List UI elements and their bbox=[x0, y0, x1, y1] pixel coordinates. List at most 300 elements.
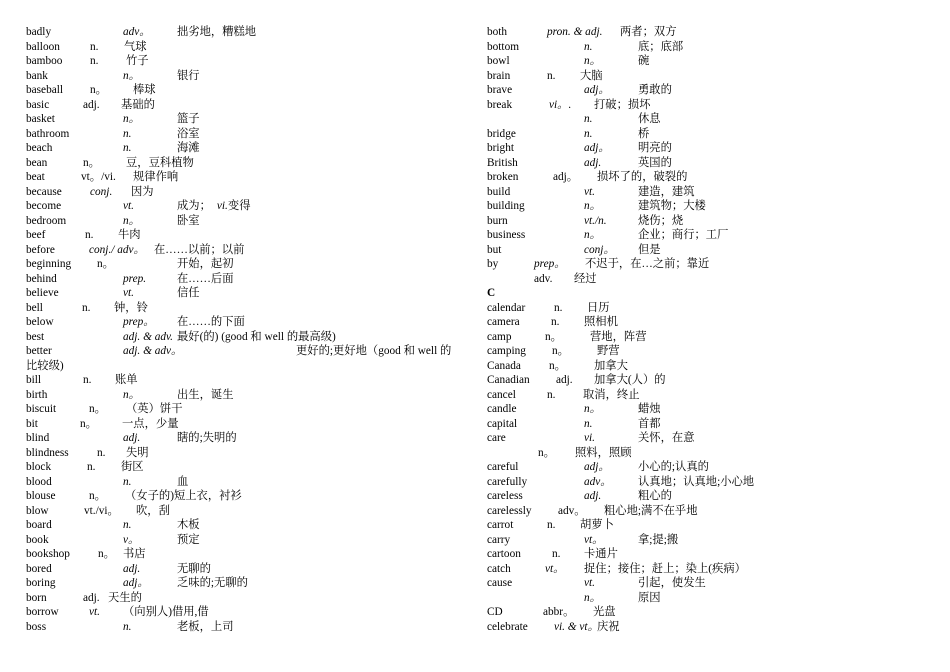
vocab-entry bbox=[26, 25, 466, 40]
vocab-entry bbox=[26, 518, 466, 533]
part-of-speech: prep。 bbox=[534, 258, 566, 270]
headword: bookshop bbox=[26, 548, 70, 560]
headword: business bbox=[487, 229, 526, 241]
vocab-entry bbox=[26, 272, 466, 287]
vocab-entry bbox=[487, 69, 927, 84]
part-of-speech: n. bbox=[123, 475, 132, 488]
vocab-entry bbox=[487, 199, 927, 214]
part-of-speech: vt./n. bbox=[584, 214, 607, 227]
meaning: 建筑物；大楼 bbox=[638, 200, 706, 212]
meaning: 取消，终止 bbox=[583, 388, 640, 401]
vocab-entry bbox=[487, 489, 927, 504]
headword: blindness bbox=[26, 446, 69, 459]
vocab-entry bbox=[487, 431, 927, 446]
vocab-entry bbox=[26, 127, 466, 142]
vocab-entry bbox=[487, 40, 927, 55]
meaning: 捉住；接住；赶上；染上(疾病） bbox=[584, 562, 746, 575]
meaning: 钟，铃 bbox=[114, 301, 148, 314]
meaning: 篮子 bbox=[177, 113, 200, 125]
part-of-speech: adj. bbox=[556, 374, 573, 386]
meaning: 银行 bbox=[177, 69, 200, 82]
vocab-entry bbox=[26, 620, 466, 635]
vocab-entry bbox=[487, 83, 927, 98]
headword: carry bbox=[487, 533, 511, 546]
headword: boring bbox=[26, 577, 56, 589]
headword: brave bbox=[487, 84, 513, 96]
meaning: 底；底部 bbox=[638, 40, 684, 53]
headword: bill bbox=[26, 374, 42, 386]
meaning: 蜡烛 bbox=[638, 403, 661, 415]
headword: beach bbox=[26, 142, 53, 154]
vocab-entry bbox=[26, 199, 466, 214]
headword: camera bbox=[487, 316, 520, 328]
part-of-speech: n。 bbox=[89, 403, 106, 415]
meaning: 天生的 bbox=[108, 591, 142, 604]
vocab-entry bbox=[487, 330, 927, 345]
headword: bright bbox=[487, 142, 514, 154]
meaning: 信任 bbox=[177, 287, 200, 299]
meaning: （英）饼干 bbox=[126, 403, 183, 415]
meaning: 勇敢的 bbox=[638, 84, 672, 96]
headword: carrot bbox=[487, 519, 514, 531]
meaning: 在……以前；以前 bbox=[154, 243, 245, 256]
meaning: 海滩 bbox=[177, 142, 200, 154]
headword: camping bbox=[487, 345, 526, 357]
vocab-entry bbox=[487, 475, 927, 490]
part-of-speech: vt。 bbox=[584, 533, 604, 546]
meaning: 烧伤；烧 bbox=[638, 214, 684, 227]
vocab-entry bbox=[26, 417, 466, 432]
headword: board bbox=[26, 519, 52, 531]
part-of-speech-secondary: vi. bbox=[216, 200, 228, 212]
part-of-speech: n。 bbox=[80, 417, 97, 430]
part-of-speech: n。 bbox=[584, 591, 601, 604]
headword: biscuit bbox=[26, 403, 57, 415]
headword: careful bbox=[487, 461, 519, 473]
part-of-speech: n。 bbox=[89, 490, 106, 502]
vocab-entry bbox=[487, 98, 927, 113]
meaning: 但是 bbox=[638, 243, 661, 256]
part-of-speech: n. bbox=[90, 40, 99, 53]
part-of-speech: adv。 bbox=[584, 475, 612, 488]
part-of-speech: n。 bbox=[90, 84, 107, 96]
meaning: 更好的;更好地（good 和 well 的 bbox=[296, 345, 452, 357]
part-of-speech: n. bbox=[547, 519, 556, 531]
headword: below bbox=[26, 316, 54, 328]
section-letter: C bbox=[487, 287, 496, 299]
part-of-speech: n. bbox=[547, 388, 556, 401]
vocab-entry bbox=[487, 402, 927, 417]
meaning: 不迟于，在…之前；靠近 bbox=[585, 258, 710, 270]
meaning: 出生，诞生 bbox=[177, 388, 234, 401]
headword: bridge bbox=[487, 127, 516, 140]
meaning: 粗心的 bbox=[638, 490, 672, 502]
meaning-continuation-text: 比较级) bbox=[26, 359, 64, 372]
part-of-speech: vi. bbox=[584, 432, 595, 444]
vocab-entry bbox=[26, 98, 466, 113]
headword: bottom bbox=[487, 40, 520, 53]
part-of-speech: conj. bbox=[90, 185, 113, 198]
part-of-speech: n。 bbox=[123, 388, 140, 401]
meaning: 桥 bbox=[638, 127, 650, 140]
meaning: 在……后面 bbox=[177, 272, 234, 285]
headword: bit bbox=[26, 417, 38, 430]
part-of-speech: adj。 bbox=[584, 142, 610, 154]
meaning: 开始，起初 bbox=[177, 258, 234, 270]
headword: before bbox=[26, 243, 55, 256]
meaning: 碗 bbox=[638, 55, 650, 67]
part-of-speech: vt. bbox=[89, 606, 100, 618]
meaning: 庆祝 bbox=[597, 620, 620, 633]
part-of-speech: adj. bbox=[83, 98, 100, 111]
part-of-speech: adv. bbox=[534, 272, 553, 285]
part-of-speech: vt. bbox=[584, 577, 595, 589]
meaning-group bbox=[177, 199, 251, 214]
vocab-entry bbox=[26, 214, 466, 229]
meaning: 建造，建筑 bbox=[638, 185, 695, 198]
meaning: 失明 bbox=[126, 446, 149, 459]
headword: building bbox=[487, 200, 525, 212]
part-of-speech: n。 bbox=[584, 403, 601, 415]
vocab-entry bbox=[487, 301, 927, 316]
headword: bean bbox=[26, 156, 48, 169]
part-of-speech: vt. bbox=[123, 200, 134, 212]
headword: candle bbox=[487, 403, 517, 415]
headword: camp bbox=[487, 330, 512, 343]
vocab-entry bbox=[26, 576, 466, 591]
headword: by bbox=[487, 258, 499, 270]
vocab-entry bbox=[26, 533, 466, 548]
vocab-entry bbox=[26, 141, 466, 156]
headword: because bbox=[26, 185, 62, 198]
part-of-speech: n. bbox=[90, 55, 99, 67]
part-of-speech: n. bbox=[584, 127, 593, 140]
part-of-speech: n. bbox=[584, 417, 593, 430]
part-of-speech: n。 bbox=[552, 345, 569, 357]
meaning: （向别人)借用,借 bbox=[123, 606, 209, 618]
headword: balloon bbox=[26, 40, 60, 53]
headword: Canada bbox=[487, 359, 521, 372]
vocab-entry bbox=[26, 489, 466, 504]
part-of-speech: n. bbox=[123, 127, 132, 140]
part-of-speech: n. bbox=[85, 229, 94, 241]
vocab-entry bbox=[26, 446, 466, 461]
meaning: 吹，刮 bbox=[136, 504, 170, 517]
part-of-speech: n. bbox=[97, 446, 106, 459]
headword: basic bbox=[26, 98, 50, 111]
meaning: 损坏了的，破裂的 bbox=[597, 171, 688, 183]
part-of-speech: n。 bbox=[97, 258, 114, 270]
meaning: （女子的)短上衣，衬衫 bbox=[125, 490, 242, 502]
part-of-speech: n. bbox=[123, 142, 132, 154]
meaning: 浴室 bbox=[177, 127, 200, 140]
meaning: 瞎的;失明的 bbox=[177, 432, 237, 444]
part-of-speech: vt。 bbox=[545, 562, 565, 575]
part-of-speech: n。 bbox=[123, 69, 140, 82]
meaning: 日历 bbox=[587, 301, 610, 314]
meaning: 光盘 bbox=[593, 606, 616, 618]
part-of-speech: n。 bbox=[98, 548, 115, 560]
part-of-speech: n. bbox=[584, 113, 593, 125]
meaning: 预定 bbox=[177, 533, 200, 546]
part-of-speech: adj. & adv. bbox=[123, 330, 173, 343]
vocab-entry bbox=[487, 620, 927, 635]
meaning: 首都 bbox=[638, 417, 661, 430]
headword: baseball bbox=[26, 84, 64, 96]
meaning: 企业；商行；工厂 bbox=[638, 229, 729, 241]
headword: break bbox=[487, 98, 513, 111]
vocab-entry bbox=[487, 446, 927, 461]
headword: cartoon bbox=[487, 548, 521, 560]
vocab-entry bbox=[487, 605, 927, 620]
headword: beat bbox=[26, 171, 45, 183]
meaning: 关怀，在意 bbox=[638, 432, 695, 444]
vocab-entry bbox=[487, 315, 927, 330]
headword: broken bbox=[487, 171, 519, 183]
headword: born bbox=[26, 591, 47, 604]
meaning: 成为； bbox=[177, 200, 211, 212]
vocab-entry bbox=[487, 344, 927, 359]
headword: book bbox=[26, 533, 49, 546]
vocab-entry bbox=[487, 54, 927, 69]
headword: Canadian bbox=[487, 374, 530, 386]
headword: cancel bbox=[487, 388, 516, 401]
meaning: 乏味的;无聊的 bbox=[177, 577, 248, 589]
part-of-speech: conj./ adv。 bbox=[89, 243, 145, 256]
vocab-entry bbox=[26, 40, 466, 55]
part-of-speech: vt. bbox=[584, 185, 595, 198]
meaning: 野营 bbox=[597, 345, 620, 357]
headword: badly bbox=[26, 26, 52, 38]
meaning: 竹子 bbox=[126, 55, 149, 67]
meaning: 休息 bbox=[638, 113, 661, 125]
meaning: 原因 bbox=[638, 591, 661, 604]
meaning: 木板 bbox=[177, 519, 200, 531]
vocab-entry bbox=[487, 228, 927, 243]
vocab-entry bbox=[487, 591, 927, 606]
part-of-speech: vi. & vt。 bbox=[554, 620, 599, 633]
vocab-entry bbox=[26, 69, 466, 84]
vocab-entry bbox=[26, 475, 466, 490]
part-of-speech: n。 bbox=[123, 214, 140, 227]
vocab-entry bbox=[487, 185, 927, 200]
vocab-entry bbox=[26, 243, 466, 258]
vocab-entry bbox=[487, 127, 927, 142]
headword: carelessly bbox=[487, 504, 532, 517]
part-of-speech: n。 bbox=[83, 156, 100, 169]
vocab-entry bbox=[26, 83, 466, 98]
part-of-speech: adj。 bbox=[584, 84, 610, 96]
part-of-speech: vt. bbox=[123, 287, 134, 299]
meaning: 粗心地;满不在乎地 bbox=[604, 504, 698, 517]
part-of-speech: adj. bbox=[83, 591, 100, 604]
meaning: 无聊的 bbox=[177, 562, 211, 575]
part-of-speech: adv。 bbox=[123, 26, 151, 38]
meaning: 拿;提;搬 bbox=[638, 533, 679, 546]
part-of-speech: adj。 bbox=[584, 461, 610, 473]
vocab-entry bbox=[26, 185, 466, 200]
headword: cause bbox=[487, 577, 513, 589]
vocab-entry bbox=[26, 605, 466, 620]
part-of-speech: vt。/vi. bbox=[81, 171, 116, 183]
meaning: 在……的下面 bbox=[177, 316, 245, 328]
meaning: 棒球 bbox=[133, 84, 156, 96]
part-of-speech: vi。. bbox=[549, 98, 572, 111]
headword: burn bbox=[487, 214, 508, 227]
meaning: 豆，豆科植物 bbox=[126, 156, 194, 169]
vocab-entry bbox=[487, 576, 927, 591]
part-of-speech: prep。 bbox=[123, 316, 155, 328]
meaning: 老板，上司 bbox=[177, 620, 234, 633]
part-of-speech: adj。 bbox=[123, 577, 149, 589]
meaning: 大脑 bbox=[580, 69, 603, 82]
headword: brain bbox=[487, 69, 511, 82]
part-of-speech: n。 bbox=[584, 55, 601, 67]
headword: carefully bbox=[487, 475, 528, 488]
vocab-entry bbox=[26, 547, 466, 562]
headword: blood bbox=[26, 475, 52, 488]
meaning: 牛肉 bbox=[118, 229, 141, 241]
meaning: 胡萝卜 bbox=[580, 519, 614, 531]
meaning: 书店 bbox=[123, 548, 146, 560]
meaning: 街区 bbox=[121, 461, 144, 473]
vocab-entry bbox=[26, 591, 466, 606]
headword: best bbox=[26, 330, 45, 343]
vocab-entry bbox=[487, 25, 927, 40]
headword: care bbox=[487, 432, 506, 444]
vocab-entry bbox=[487, 533, 927, 548]
headword: become bbox=[26, 200, 62, 212]
meaning: 账单 bbox=[115, 374, 138, 386]
vocab-entry bbox=[487, 257, 927, 272]
vocab-entry bbox=[487, 112, 927, 127]
headword: blow bbox=[26, 504, 49, 517]
part-of-speech: adj. bbox=[123, 562, 141, 575]
meaning: 照相机 bbox=[584, 316, 618, 328]
left-vocabulary-column bbox=[26, 25, 466, 634]
vocab-entry bbox=[487, 518, 927, 533]
headword: bank bbox=[26, 69, 48, 82]
vocab-entry bbox=[487, 272, 927, 287]
meaning: 明亮的 bbox=[638, 142, 672, 154]
part-of-speech: n. bbox=[83, 374, 92, 386]
headword: bored bbox=[26, 562, 52, 575]
meaning: 加拿大 bbox=[594, 359, 628, 372]
headword: celebrate bbox=[487, 620, 528, 633]
headword: believe bbox=[26, 287, 59, 299]
part-of-speech: n。 bbox=[549, 359, 566, 372]
meaning: 认真地；认真地;小心地 bbox=[638, 475, 755, 488]
meaning: 血 bbox=[177, 475, 189, 488]
headword: blind bbox=[26, 432, 50, 444]
meaning: 照料，照顾 bbox=[575, 446, 632, 459]
vocab-entry bbox=[26, 344, 466, 359]
meaning: 基础的 bbox=[121, 98, 155, 111]
part-of-speech: conj。 bbox=[584, 243, 615, 256]
meaning-secondary: 变得 bbox=[227, 200, 251, 212]
headword: boss bbox=[26, 620, 47, 633]
part-of-speech: adj. bbox=[584, 156, 602, 169]
part-of-speech: n. bbox=[552, 548, 561, 560]
vocab-entry bbox=[26, 54, 466, 69]
meaning-continuation bbox=[26, 359, 466, 374]
vocab-entry bbox=[487, 562, 927, 577]
meaning: 英国的 bbox=[638, 156, 672, 169]
vocab-entry bbox=[26, 112, 466, 127]
meaning: 小心的;认真的 bbox=[638, 461, 709, 473]
part-of-speech: n. bbox=[551, 316, 560, 328]
headword: both bbox=[487, 26, 508, 38]
vocab-entry bbox=[26, 402, 466, 417]
headword: CD bbox=[487, 606, 503, 618]
part-of-speech: n. bbox=[547, 69, 556, 82]
meaning: 一点，少量 bbox=[122, 417, 179, 430]
meaning: 最好(的) (good 和 well 的最高级) bbox=[177, 330, 336, 343]
part-of-speech: adj。 bbox=[553, 171, 579, 183]
part-of-speech: n。 bbox=[538, 446, 555, 459]
part-of-speech: n。 bbox=[123, 113, 140, 125]
part-of-speech: n. bbox=[87, 461, 96, 473]
headword: beginning bbox=[26, 258, 72, 270]
headword: blouse bbox=[26, 490, 56, 502]
meaning: 打破；损坏 bbox=[594, 98, 651, 111]
headword: birth bbox=[26, 388, 48, 401]
meaning: 规律作响 bbox=[133, 171, 179, 183]
meaning: 引起，使发生 bbox=[638, 577, 706, 589]
vocab-entry bbox=[26, 460, 466, 475]
vocab-entry bbox=[487, 504, 927, 519]
vocab-entry bbox=[487, 359, 927, 374]
headword: bowl bbox=[487, 55, 510, 67]
headword: behind bbox=[26, 272, 57, 285]
part-of-speech: n. bbox=[82, 301, 91, 314]
meaning: 两者；双方 bbox=[620, 26, 677, 38]
vocab-entry bbox=[26, 257, 466, 272]
vocab-entry bbox=[26, 315, 466, 330]
meaning: 卧室 bbox=[177, 214, 200, 227]
part-of-speech: vt./vi。 bbox=[84, 504, 119, 517]
headword: bedroom bbox=[26, 214, 67, 227]
vocab-entry bbox=[26, 156, 466, 171]
vocab-entry bbox=[26, 286, 466, 301]
vocab-entry bbox=[26, 170, 466, 185]
part-of-speech: pron. & adj. bbox=[547, 26, 603, 38]
headword: beef bbox=[26, 229, 46, 241]
vocab-entry bbox=[487, 156, 927, 171]
vocab-entry bbox=[487, 460, 927, 475]
meaning: 卡通片 bbox=[584, 548, 618, 560]
headword: bell bbox=[26, 301, 43, 314]
headword: better bbox=[26, 345, 52, 357]
part-of-speech: v。 bbox=[123, 533, 140, 546]
vocab-entry bbox=[26, 388, 466, 403]
part-of-speech: n。 bbox=[545, 330, 562, 343]
vocab-entry bbox=[487, 141, 927, 156]
headword: basket bbox=[26, 113, 55, 125]
vocab-entry bbox=[487, 243, 927, 258]
part-of-speech: n. bbox=[584, 40, 593, 53]
headword: British bbox=[487, 156, 518, 169]
headword: borrow bbox=[26, 606, 59, 618]
part-of-speech: n。 bbox=[584, 229, 601, 241]
meaning: 经过 bbox=[574, 272, 597, 285]
vocab-entry bbox=[487, 170, 927, 185]
vocab-entry bbox=[487, 373, 927, 388]
meaning: 拙劣地，糟糕地 bbox=[177, 26, 257, 38]
meaning: 营地，阵营 bbox=[590, 330, 647, 343]
headword: block bbox=[26, 461, 52, 473]
part-of-speech: adj. bbox=[123, 432, 141, 444]
